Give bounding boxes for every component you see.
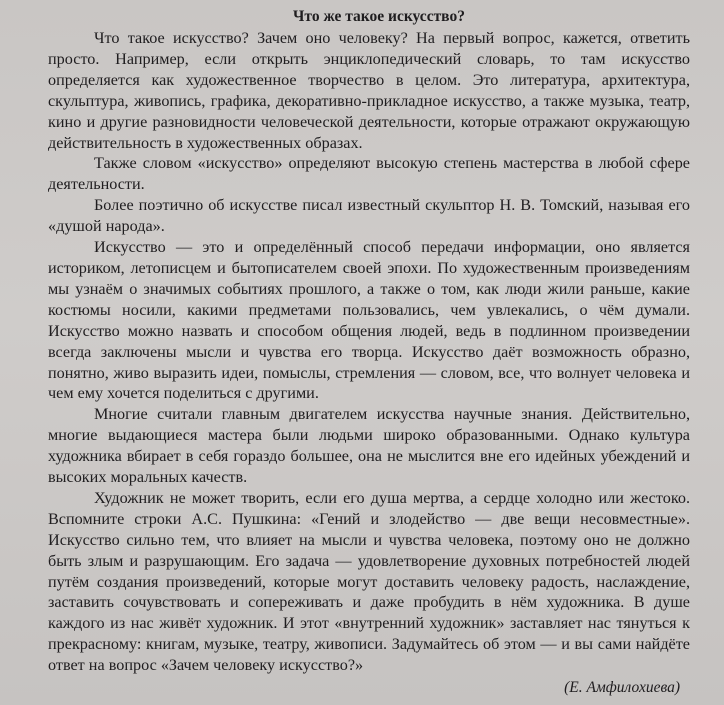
paragraph-6: Художник не может творить, если его душа мертва, а сердце холодно или жестоко. Вспомните строки А.С. Пушкина: «Гений и злодейство — две вещи несовместные». Искусство сильно тем, что влияет на мысли и чувства человека, поэтому оно не должно быть злым и разрушающим. Его задача — удовлетворение духовных потребностей людей путём создания произведений, которые могут доставить человеку радость, наслаждение, заставить сочувствовать и сопереживать и даже пробудить в нём художника. В душе каждого из нас живёт художник. И этот «внутренний художник» заставляет нас тянуться к прекрасному: книгам, музыке, театру, живописи. Задумайтесь об этом — и вы сами найдёте ответ на вопрос «Зачем человеку искусство?» [48, 488, 690, 675]
author-signature: (Е. Амфилохиева) [564, 679, 680, 697]
paragraph-1: Что такое искусство? Зачем оно человеку? На первый вопрос, кажется, ответить просто. Например, если открыть энциклопедический словарь, то там искусство определяется как художественное творчество в целом. Это литература, архитектура, скульптура, живопись, графика, декоративно-прикладное искусство, а также музыка, театр, кино и другие разновидности человеческой деятельности, которые отражают окружающую действительность в художественных образах. [48, 29, 690, 152]
paragraph-4: Искусство — это и определённый способ передачи информации, оно является историком, летописцем и бытописателем своей эпохи. По художественным произведениям мы узнаём о значимых событиях прошлого, а также о том, как люди жили раньше, какие костюмы носили, какими предметами пользовались, чем увлекались, о чём думали. Искусство можно назвать и способом общения людей, ведь в подлинном произведении всегда заключены мысли и чувства его творца. Искусство даёт возможность образно, понятно, живо выразить идеи, помыслы, стремления — словом, все, что волнует человека и чем ему хочется поделиться с другими. [48, 238, 690, 403]
paragraph-5: Многие считали главным двигателем искусства научные знания. Действительно, многие выдающиеся мастера были людьми широко образованными. Однако культура художника вбирает в себя гораздо большее, она не мыслится вне его идейных убеждений и высоких моральных качеств. [48, 405, 690, 487]
paragraph-2: Также словом «искусство» определяют высокую степень мастерства в любой сфере деятельности. [48, 154, 690, 194]
page-title: Что же такое искусство? [293, 8, 465, 25]
paragraph-3: Более поэтично об искусстве писал известный скульптор Н. В. Томский, называя его «душой народа». [48, 196, 690, 236]
